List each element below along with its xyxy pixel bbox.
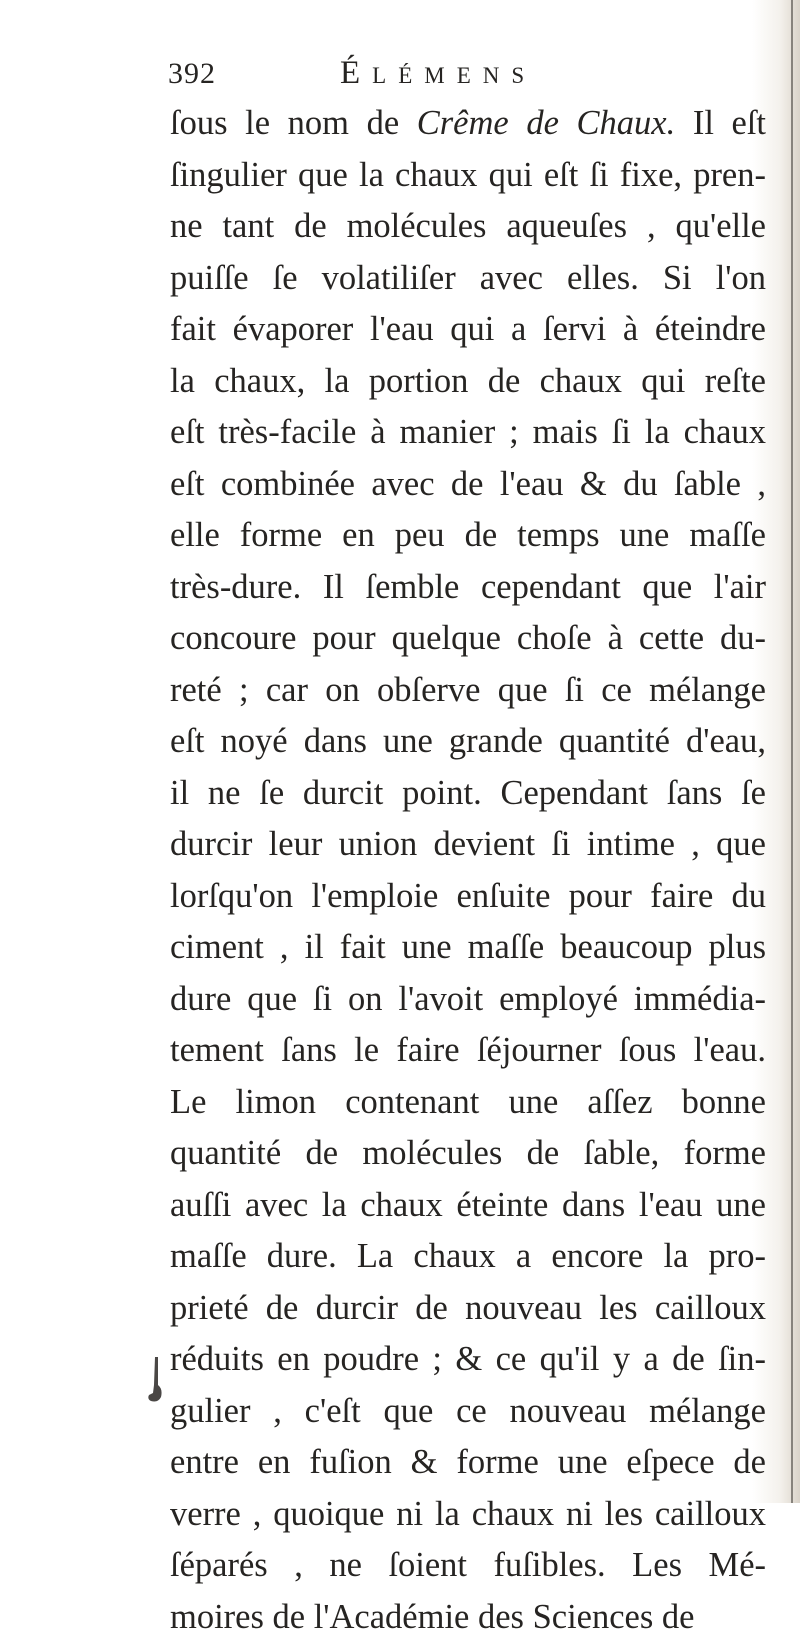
line-1-after: Il eſt <box>675 104 766 142</box>
catchword-mark-icon <box>145 1355 167 1405</box>
text-line: Le limon contenant une aſſez bonne <box>170 1077 766 1129</box>
text-line: gulier , c'eſt que ce nouveau mélange <box>170 1386 766 1438</box>
page-edge-shadow <box>791 0 793 1503</box>
line-1-italic: Crême de Chaux. <box>417 104 675 142</box>
text-line: fait évaporer l'eau qui a ſervi à éteindre <box>170 304 766 356</box>
text-line: quantité de molécules de ſable, forme <box>170 1128 766 1180</box>
text-line: eſt combinée avec de l'eau & du ſable , <box>170 459 766 511</box>
text-line: ſéparés , ne ſoient fuſibles. Les Mé- <box>170 1540 766 1592</box>
text-line: maſſe dure. La chaux a encore la pro- <box>170 1231 766 1283</box>
page-header <box>168 45 788 97</box>
text-line: ſingulier que la chaux qui eſt ſi fixe, pren- <box>170 150 766 202</box>
text-line: entre en fuſion & forme une eſpece de <box>170 1437 766 1489</box>
text-line: elle forme en peu de temps une maſſe <box>170 510 766 562</box>
running-title: Élémens <box>340 55 536 92</box>
text-line: lorſqu'on l'emploie enſuite pour faire du <box>170 871 766 923</box>
text-line: verre , quoique ni la chaux ni les cailloux <box>170 1489 766 1541</box>
text-line: concoure pour quelque choſe à cette du- <box>170 613 766 665</box>
text-line: réduits en poudre ; & ce qu'il y a de ſin- <box>170 1334 766 1386</box>
text-line-1 <box>170 98 766 150</box>
text-line: eſt noyé dans une grande quantité d'eau, <box>170 716 766 768</box>
text-line: la chaux, la portion de chaux qui reſte <box>170 356 766 408</box>
text-line: ciment , il fait une maſſe beaucoup plus <box>170 922 766 974</box>
text-line: tement ſans le faire ſéjourner ſous l'eau. <box>170 1025 766 1077</box>
text-line: prieté de durcir de nouveau les cailloux <box>170 1283 766 1335</box>
page-number: 392 <box>168 57 216 91</box>
body-text <box>170 98 766 1643</box>
text-line: très-dure. Il ſemble cependant que l'air <box>170 562 766 614</box>
text-line: durcir leur union devient ſi intime , que <box>170 819 766 871</box>
text-line-last: moires de l'Académie des Sciences de <box>170 1592 766 1643</box>
text-line: il ne ſe durcit point. Cependant ſans ſe <box>170 768 766 820</box>
text-line: puiſſe ſe volatiliſer avec elles. Si l'on <box>170 253 766 305</box>
text-line: ne tant de molécules aqueuſes , qu'elle <box>170 201 766 253</box>
text-line: reté ; car on obſerve que ſi ce mélange <box>170 665 766 717</box>
line-1-before: ſous le nom de <box>170 104 417 142</box>
text-line: eſt très-facile à manier ; mais ſi la chaux <box>170 407 766 459</box>
text-line: auſſi avec la chaux éteinte dans l'eau une <box>170 1180 766 1232</box>
text-line: dure que ſi on l'avoit employé immédia- <box>170 974 766 1026</box>
